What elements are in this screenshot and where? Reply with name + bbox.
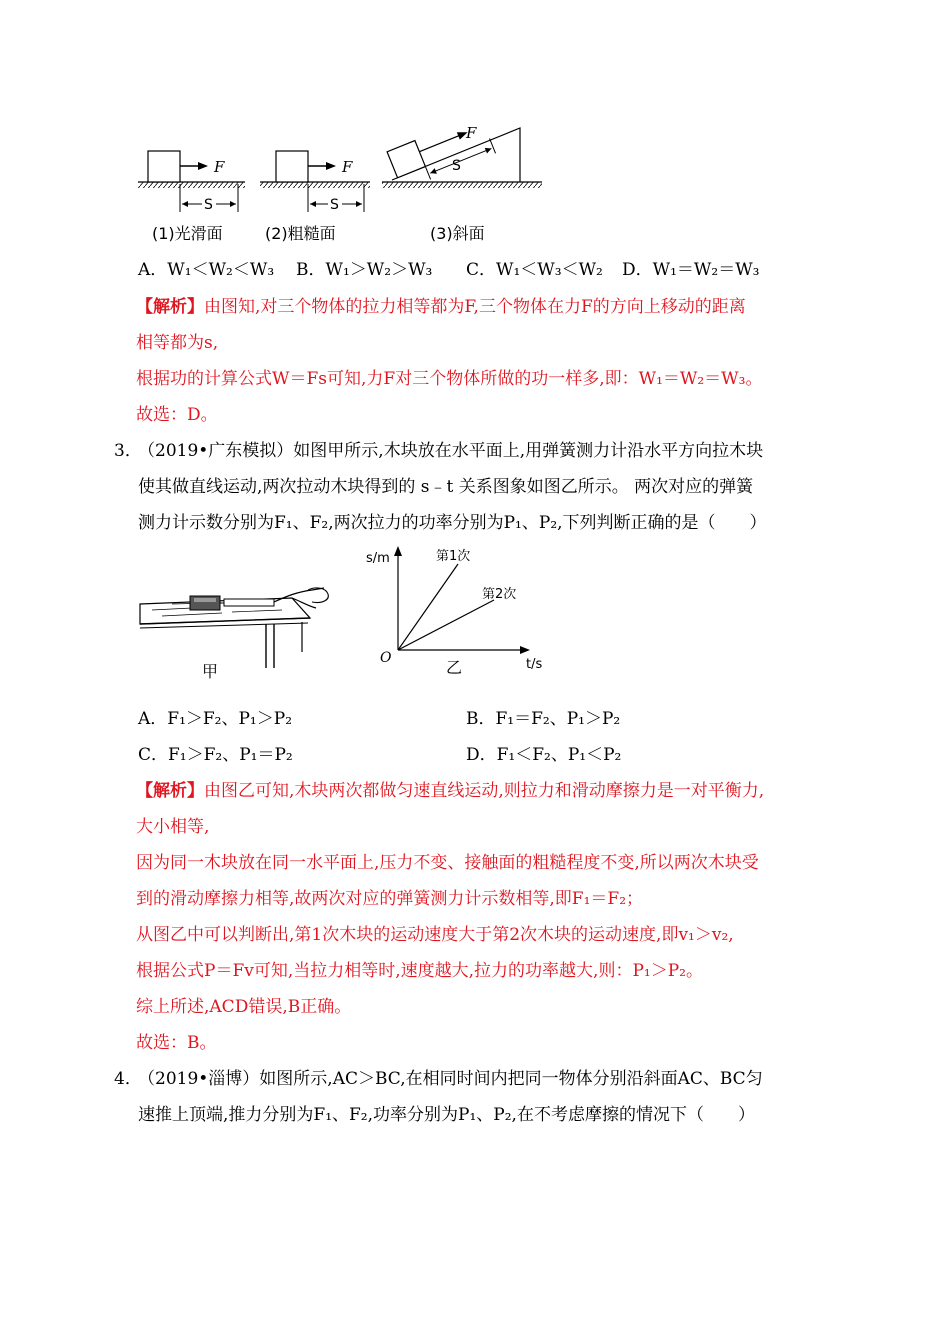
- q3-option-d: D．F₁＜F₂、P₁＜P₂: [466, 745, 622, 765]
- figure-jia-table: [132, 582, 342, 682]
- analysis-text: 由图知,对三个物体的拉力相等都为F,三个物体在力F的方向上移动的距离: [204, 297, 746, 317]
- figure-smooth-surface: [138, 151, 245, 213]
- q4-stem-line-1: （2019•淄博）如图所示,AC＞BC,在相同时间内把同一物体分别沿斜面AC、BC匀: [138, 1069, 763, 1089]
- q3-answer: 故选：B。: [136, 1033, 217, 1053]
- x-axis-label: t/s: [526, 657, 543, 672]
- figure-incline: [382, 120, 542, 191]
- q2-option-c: C．W₁＜W₃＜W₂: [466, 260, 603, 280]
- figure-jia-label: 甲: [202, 662, 219, 681]
- origin-label: O: [380, 650, 392, 666]
- series-line-1: [398, 564, 458, 650]
- figure-rough-surface: [260, 151, 370, 213]
- q2-analysis-line-3: 根据功的计算公式W＝Fs可知,力F对三个物体所做的功一样多,即：W₁＝W₂＝W₃。: [136, 369, 763, 389]
- q3-analysis-line-7: 综上所述,ACD错误,B正确。: [136, 997, 352, 1017]
- distance-label: S: [330, 197, 339, 213]
- q3-number: 3．: [114, 441, 142, 461]
- q3-analysis-line-5: 从图乙中可以判断出,第1次木块的运动速度大于第2次木块的运动速度,即v₁＞v₂,: [136, 925, 734, 945]
- caption-incline: (3)斜面: [430, 224, 485, 243]
- analysis-text: 由图乙可知,木块两次都做匀速直线运动,则拉力和滑动摩擦力是一对平衡力,: [204, 781, 765, 801]
- q3-option-c: C．F₁＞F₂、P₁＝P₂: [138, 745, 293, 765]
- q3-stem-line-1: （2019•广东模拟）如图甲所示,木块放在水平面上,用弹簧测力计沿水平方向拉木块: [138, 441, 764, 461]
- caption-rough: (2)粗糙面: [265, 224, 336, 243]
- q2-analysis-line-2: 相等都为s,: [136, 333, 219, 353]
- q3-analysis-line-4: 到的滑动摩擦力相等,故两次对应的弹簧测力计示数相等,即F₁＝F₂；: [136, 889, 644, 909]
- analysis-tag: 【解析】: [136, 781, 204, 801]
- series-label-1: 第1次: [436, 549, 471, 564]
- q2-option-a: A．W₁＜W₂＜W₃: [138, 260, 275, 280]
- q2-option-d: D．W₁＝W₂＝W₃: [622, 260, 760, 280]
- analysis-tag: 【解析】: [136, 297, 204, 317]
- force-label: F: [214, 158, 225, 176]
- distance-label: S: [204, 197, 213, 213]
- q3-option-b: B．F₁＝F₂、P₁＞P₂: [466, 709, 621, 729]
- caption-smooth: (1)光滑面: [152, 224, 223, 243]
- q3-analysis-line-2: 大小相等,: [136, 817, 210, 837]
- series-line-2: [398, 600, 494, 650]
- q3-analysis-line-3: 因为同一木块放在同一水平面上,压力不变、接触面的粗糙程度不变,所以两次木块受: [136, 853, 759, 873]
- q3-stem-line-2: 使其做直线运动,两次拉动木块得到的 s﹣t 关系图象如图乙所示。 两次对应的弹簧: [138, 477, 754, 497]
- q4-number: 4．: [114, 1069, 142, 1089]
- q3-stem-line-3: 测力计示数分别为F₁、F₂,两次拉力的功率分别为P₁、P₂,下列判断正确的是（ ）: [138, 513, 767, 533]
- q4-stem-line-2: 速推上顶端,推力分别为F₁、F₂,功率分别为P₁、P₂,在不考虑摩擦的情况下（ ）: [138, 1105, 755, 1125]
- series-label-2: 第2次: [482, 587, 517, 602]
- distance-label: S: [452, 158, 461, 174]
- y-axis-label: s/m: [366, 551, 390, 566]
- force-label: F: [466, 124, 477, 142]
- q3-analysis-line-6: 根据公式P＝Fv可知,当拉力相等时,速度越大,拉力的功率越大,则：P₁＞P₂。: [136, 961, 703, 981]
- q3-option-a: A．F₁＞F₂、P₁＞P₂: [138, 709, 293, 729]
- figure-yi-label: 乙: [446, 658, 463, 677]
- q2-answer: 故选：D。: [136, 405, 218, 425]
- q2-option-b: B．W₁＞W₂＞W₃: [296, 260, 433, 280]
- q3-analysis-line-1: [136, 780, 764, 802]
- q2-analysis-line-1: [136, 296, 746, 318]
- force-label: F: [342, 158, 353, 176]
- figure-work-surfaces: [130, 120, 550, 220]
